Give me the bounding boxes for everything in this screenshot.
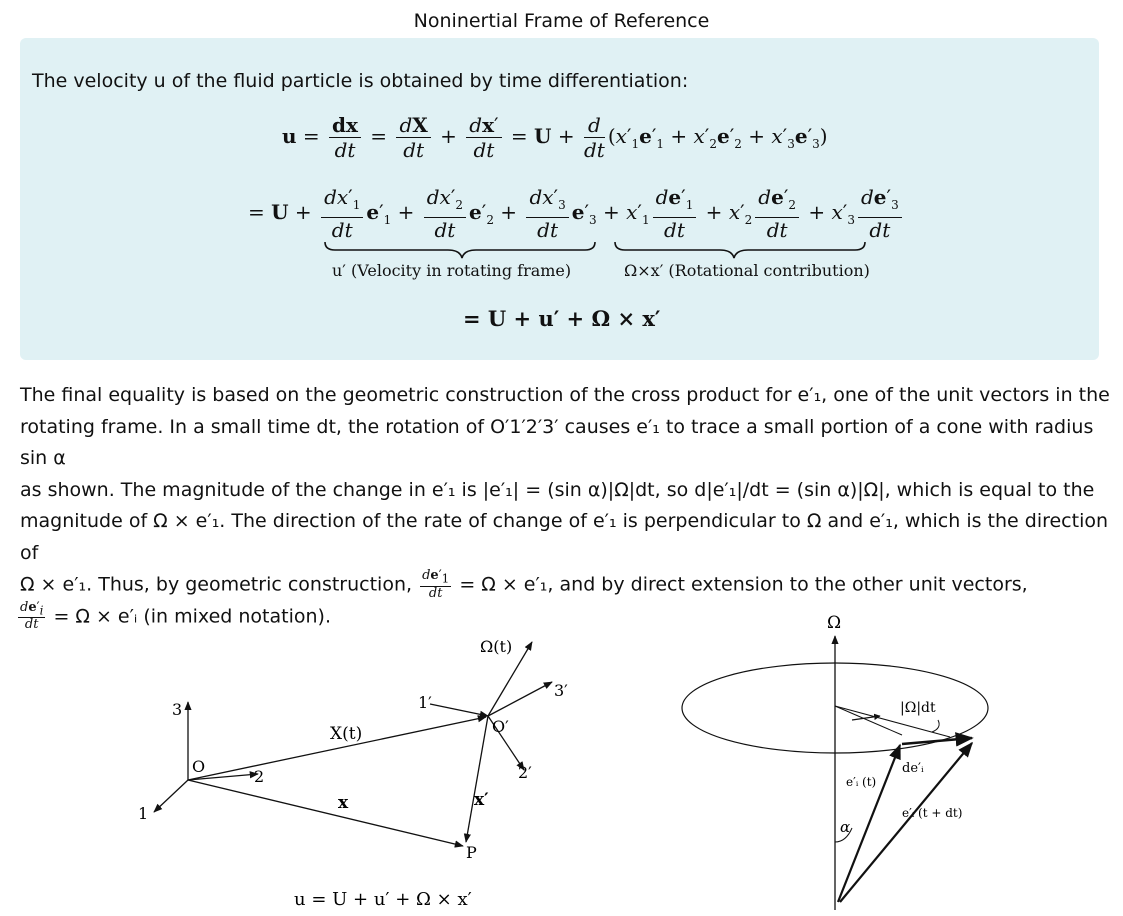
radius-line (835, 706, 902, 735)
figure-left (120, 612, 680, 912)
paragraph-line-5b: = Ω × e′₁, and by direct extension to the other unit vectors, (459, 573, 1028, 596)
body-paragraph (20, 380, 1110, 633)
label-de: de′ᵢ (902, 761, 924, 776)
label-1prime: 1′ (418, 693, 432, 712)
equation-final: = U + u′ + Ω × x′ (463, 306, 661, 331)
intro-text: The velocity u of the fluid particle is obtained by time differentiation: (32, 70, 689, 92)
label-O: O (192, 757, 206, 776)
vector-xprime (466, 716, 488, 842)
label-e-t: e′ᵢ (t) (846, 775, 877, 789)
vector-de (902, 738, 972, 744)
figure-left-caption: u = U + u′ + Ω × x′ (294, 889, 472, 910)
inline-fraction-de1-dt: $\frac{de'_1}{dt}$ (422, 568, 450, 601)
arc-omega-dt (932, 720, 939, 732)
paragraph-line-5a: Ω × e′₁. Thus, by geometric construction, (20, 573, 413, 596)
label-Omega-dt: |Ω|dt (900, 700, 936, 716)
paragraph-line-1: The final equality is based on the geometric construction of the cross product for e′₁, one of the unit vectors in the (20, 384, 1110, 406)
label-xprime: x′ (474, 790, 489, 810)
label-Oprime: O′ (492, 717, 509, 736)
brace-label-left: u′ (Velocity in rotating frame) (332, 261, 572, 280)
label-2: 2 (254, 767, 265, 786)
paragraph-line-4: magnitude of Ω × e′₁. The direction of the rate of change of e′₁ is perpendicular to Ω and e′₁, which is the direction of (20, 510, 1109, 564)
axis-1 (154, 780, 188, 812)
page-title: Noninertial Frame of Reference (413, 10, 710, 32)
equation-box (20, 38, 1099, 360)
label-x: x (338, 793, 349, 813)
label-Xt: X(t) (330, 724, 363, 744)
axis-1prime (430, 704, 488, 716)
label-2prime: 2′ (518, 763, 532, 782)
paragraph-line-2: rotating frame. In a small time dt, the rotation of O′1′2′3′ causes e′₁ to trace a small portion of a cone with radius sin α (20, 415, 1094, 469)
label-P: P (466, 843, 477, 862)
equation-line-2: = U + $\frac{dx'_1}{dt}$ $e'_1$ + $\frac{dx'_2}{dt}$ $e'_2$ + $\frac{dx'_3}{dt}$ $e'_3 + x'_1$ $\frac{de'_1}{dt}$ + $x'_2$ $\frac{de'_2}{dt}$ + $x'_3$ $\frac{de'_3}{dt}$ (248, 186, 905, 241)
label-3: 3 (172, 700, 183, 719)
label-alpha: α (840, 818, 851, 836)
inline-fraction-dei-dt: $\frac{de'_i}{dt}$ (20, 599, 44, 633)
label-Omega-t: Ω(t) (480, 637, 513, 656)
label-e-tdt: e′ᵢ (t + dt) (902, 806, 963, 820)
vector-x (188, 780, 463, 846)
figure-right (680, 610, 1020, 910)
paragraph-line-3: as shown. The magnitude of the change in e′₁ is |e′₁| = (sin α)|Ω|dt, so d|e′₁|/dt = (sin α)|Ω|, which is equal to the (20, 478, 1095, 501)
label-Omega: Ω (827, 613, 842, 633)
label-1: 1 (138, 804, 149, 823)
label-3prime: 3′ (554, 681, 568, 700)
brace-label-right: Ω×x′ (Rotational contribution) (624, 261, 870, 280)
paragraph-line-6-text: = Ω × e′ᵢ (in mixed notation). (53, 605, 331, 628)
equation-line-1: u = $\frac{dx}{dt}$ = $\frac{dX}{dt}$ + $\frac{dx'}{dt}$ = U + $\frac{d}{dt}$ $(x'_1e'_1 + x'_2e'_2 + x'_3e'_3)$ (282, 113, 828, 162)
paragraph-line-5 (20, 569, 1110, 601)
